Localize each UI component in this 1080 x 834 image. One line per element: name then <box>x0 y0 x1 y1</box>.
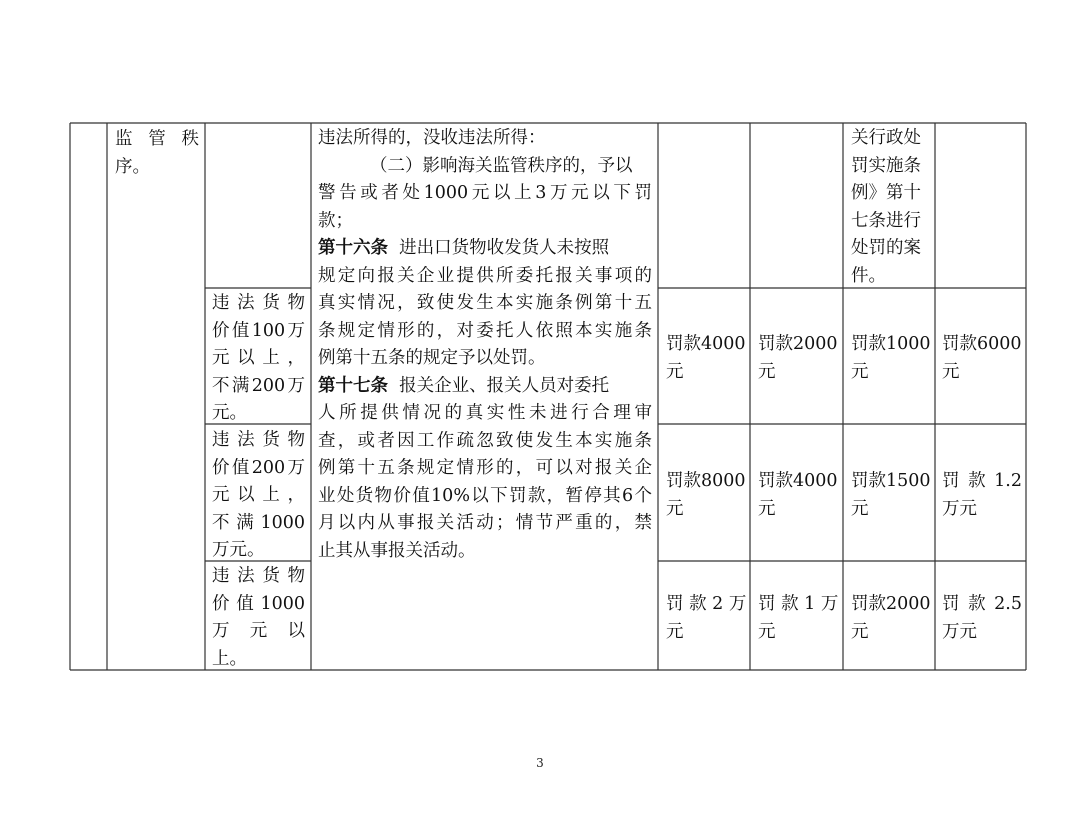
tier-condition-line: 万 元 以 <box>212 621 305 641</box>
fine-cell <box>758 331 840 386</box>
tier-condition <box>212 290 305 428</box>
fine-line: 罚款1000 <box>851 334 931 354</box>
tier-condition-line: 上。 <box>212 648 247 669</box>
fine-line: 罚款6000 <box>942 334 1022 354</box>
fine-cell <box>666 468 748 523</box>
legal-text-line: （二）影响海关监管秩序的，予以 <box>370 155 633 176</box>
tier-condition <box>212 427 305 565</box>
fine-line: 元 <box>851 621 869 642</box>
fine-line: 元 <box>851 498 869 519</box>
row-label-line: 序。 <box>115 156 150 177</box>
fine-line: 元 <box>758 498 776 519</box>
basis-note-line: 件。 <box>851 265 886 286</box>
article-17-heading: 第十七条 <box>318 375 388 396</box>
basis-note <box>851 125 931 290</box>
fine-cell <box>851 331 933 386</box>
fine-line: 元 <box>666 361 684 382</box>
fine-cell <box>942 331 1024 386</box>
basis-note-line: 罚实施条 <box>851 155 921 176</box>
fine-line: 罚 款 1.2 <box>942 471 1022 491</box>
fine-line: 元 <box>758 361 776 382</box>
basis-note-line: 例》第十 <box>851 183 921 203</box>
legal-text-line: 条规定情形的，对委托人依照本实施条 <box>318 320 652 341</box>
fine-line: 罚 款 1 万 <box>758 594 838 614</box>
fine-line: 罚 款 2 万 <box>666 594 746 614</box>
tier-condition-line: 价值100万 <box>212 320 305 341</box>
basis-note-line: 处罚的案 <box>851 238 921 258</box>
article-16-heading: 第十六条 <box>318 238 388 258</box>
legal-text-line: 业处货物价值10%以下罚款，暂停其6个 <box>318 485 652 506</box>
tier-condition-line: 价 值 1000 <box>212 593 305 614</box>
tier-condition-line: 价值200万 <box>212 457 305 478</box>
tier-condition-line: 不满200万 <box>212 375 305 396</box>
fine-cell <box>666 591 746 646</box>
legal-text-line: 月以内从事报关活动；情节严重的，禁 <box>318 513 652 533</box>
legal-text-line: 款； <box>318 210 353 231</box>
fine-line: 罚 款 2.5 <box>942 594 1022 614</box>
legal-text-line <box>318 373 652 401</box>
row-label-line: 监 管 秩 <box>115 129 199 149</box>
fine-line: 罚款2000 <box>851 594 931 614</box>
fine-cell <box>851 468 933 523</box>
legal-text-line <box>318 235 652 263</box>
fine-line: 罚款4000 <box>758 471 838 491</box>
tier-condition-line: 违 法 货 物 <box>212 566 305 586</box>
fine-line: 元 <box>666 621 684 642</box>
tier-condition <box>212 563 305 673</box>
fine-cell <box>666 331 748 386</box>
legal-text <box>318 125 652 565</box>
legal-text-fragment: 报关企业、报关人员对委托 <box>399 375 610 396</box>
fine-line: 罚款8000 <box>666 471 746 491</box>
fine-line: 元 <box>666 498 684 519</box>
fine-cell <box>942 468 1022 523</box>
fine-line: 罚款2000 <box>758 334 838 354</box>
tier-condition-line: 元 以 上 ， <box>212 348 305 368</box>
fine-line: 元 <box>851 361 869 382</box>
tier-condition-line: 万元。 <box>212 540 265 560</box>
tier-condition-line: 违 法 货 物 <box>212 430 305 450</box>
fine-line: 罚款4000 <box>666 334 746 354</box>
legal-text-fragment: 进出口货物收发货人未按照 <box>399 238 610 258</box>
legal-text-line: 例第十五条规定情形的，可以对报关企 <box>318 458 652 478</box>
fine-cell <box>758 591 838 646</box>
tier-condition-line: 违 法 货 物 <box>212 293 305 313</box>
legal-text-line: 查，或者因工作疏忽致使发生本实施条 <box>318 430 652 451</box>
row-label <box>115 126 199 181</box>
page-number: 3 <box>536 756 544 770</box>
fine-line: 万元 <box>942 498 977 519</box>
legal-text-line: 规定向报关企业提供所委托报关事项的 <box>318 265 652 286</box>
tier-condition-line: 元。 <box>212 403 247 423</box>
tier-condition-line: 不 满 1000 <box>212 512 305 533</box>
legal-text-line: 警告或者处1000元以上3万元以下罚 <box>318 183 652 203</box>
basis-note-line: 七条进行 <box>851 210 921 231</box>
fine-cell <box>942 591 1022 646</box>
legal-text-line: 真实情况，致使发生本实施条例第十五 <box>318 293 652 313</box>
legal-text-line: 止其从事报关活动。 <box>318 540 476 561</box>
fine-line: 罚款1500 <box>851 471 931 491</box>
legal-text-line: 例第十五条的规定予以处罚。 <box>318 348 546 368</box>
tier-condition-line: 元 以 上 ， <box>212 485 305 505</box>
basis-note-line: 关行政处 <box>851 128 921 148</box>
fine-line: 元 <box>942 361 960 382</box>
legal-text-line: 人所提供情况的真实性未进行合理审 <box>318 403 652 423</box>
legal-text-line: 违法所得的，没收违法所得： <box>318 128 546 148</box>
fine-cell <box>758 468 840 523</box>
fine-line: 万元 <box>942 621 977 642</box>
fine-cell <box>851 591 933 646</box>
fine-line: 元 <box>758 621 776 642</box>
